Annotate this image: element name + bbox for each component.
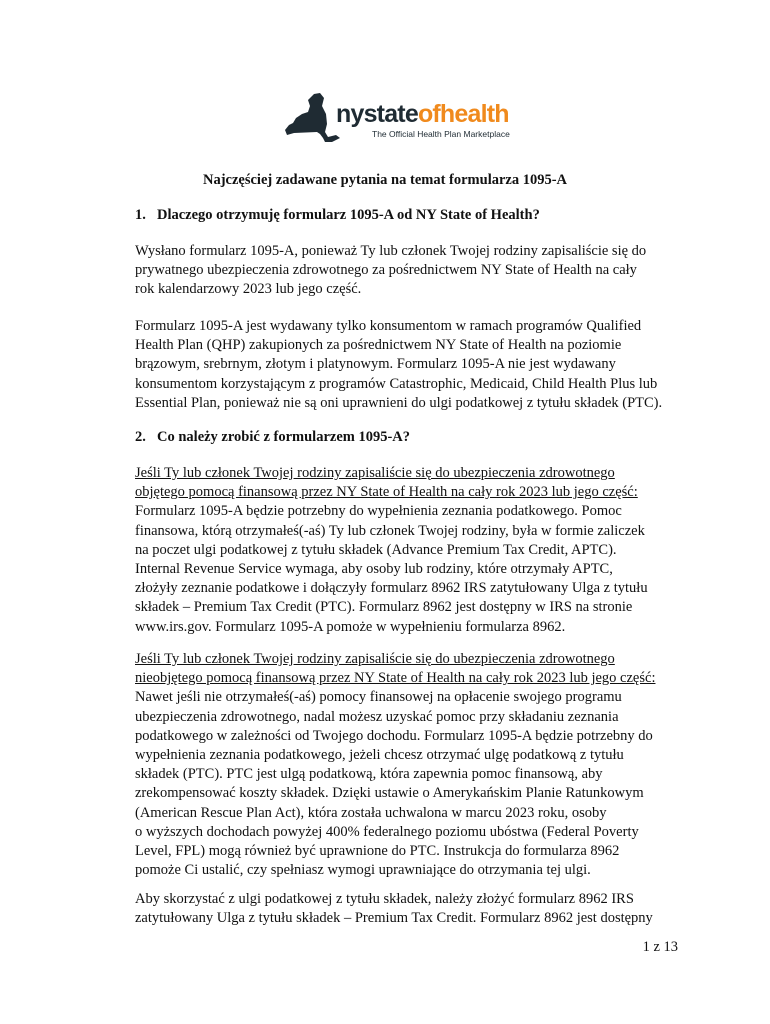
paragraph-1 <box>135 242 695 300</box>
underlined-line: Jeśli Ty lub członek Twojej rodziny zapisaliście się do ubezpieczenia zdrowotnego <box>135 651 615 667</box>
paragraph-2 <box>135 317 695 413</box>
paragraph-4 <box>135 650 695 880</box>
text-line: o wyższych dochodach powyżej 400% federalnego poziomu ubóstwa (Federal Poverty <box>135 823 639 840</box>
question-text: Dlaczego otrzymuję formularz 1095-A od NY State of Health? <box>157 207 540 223</box>
text-line: składek – Premium Tax Credit (PTC). Formularz 8962 jest dostępny w IRS na stronie <box>135 599 633 616</box>
text-line: konsumentom korzystającym z programów Catastrophic, Medicaid, Child Health Plus lub <box>135 375 658 392</box>
page-number: 1 z 13 <box>642 939 678 955</box>
underlined-line: objętego pomocą finansową przez NY State of Health na cały rok 2023 lub jego część: <box>135 484 638 501</box>
paragraph-5 <box>135 890 695 928</box>
underlined-line: nieobjętego pomocą finansową przez NY State of Health na cały rok 2023 lub jego część: <box>135 670 656 687</box>
text-line: rok kalendarzowy 2023 lub jego część. <box>135 281 362 298</box>
text-line: prywatnego ubezpieczenia zdrowotnego za pośrednictwem NY State of Health na cały <box>135 262 637 279</box>
text-line: finansowa, którą otrzymałeś(-aś) Ty lub członek Twojej rodziny, była w formie zaliczek <box>135 522 645 539</box>
text-line: na poczet ulgi podatkowej z tytułu składek (Advance Premium Tax Credit, APTC). <box>135 541 617 558</box>
text-line: wypełnienia zeznania podatkowego, jeżeli chcesz otrzymać ulgę podatkową z tytułu <box>135 747 624 764</box>
text-line: Formularz 1095-A jest wydawany tylko konsumentom w ramach programów Qualified <box>135 318 642 334</box>
document-title: Najczęściej zadawane pytania na temat formularza 1095-A <box>202 172 568 188</box>
text-line: (American Rescue Plan Act), która została uchwalona w marcu 2023 roku, osoby <box>135 804 607 821</box>
logo-wordmark-orange: ofhealth <box>417 100 509 128</box>
text-line: Aby skorzystać z ulgi podatkowej z tytułu składek, należy złożyć formularz 8962 IRS <box>135 891 634 907</box>
logo-wordmark-dark: nystate <box>336 100 418 128</box>
new-york-state-map-icon <box>284 92 342 146</box>
text-line: składek (PTC). PTC jest ulgą podatkową, która zapewnia pomoc finansową, aby <box>135 766 603 783</box>
text-line: Wysłano formularz 1095-A, ponieważ Ty lub członek Twojej rodziny zapisaliście się do <box>135 243 647 259</box>
question-1-heading <box>135 206 540 224</box>
underlined-line: Jeśli Ty lub członek Twojej rodziny zapisaliście się do ubezpieczenia zdrowotnego <box>135 465 615 481</box>
text-line: brązowym, srebrnym, złotym i platynowym. Formularz 1095-A nie jest wydawany <box>135 356 616 373</box>
text-line: Health Plan (QHP) zakupionych za pośrednictwem NY State of Health na poziomie <box>135 337 622 354</box>
text-line: podatkowego w zależności od Twojego dochodu. Formularz 1095-A będzie potrzebny do <box>135 727 653 744</box>
question-text: Co należy zrobić z formularzem 1095-A? <box>157 429 411 445</box>
paragraph-3 <box>135 464 695 637</box>
text-line: pomoże Ci ustalić, czy spełniasz wymogi uprawniające do otrzymania tej ulgi. <box>135 862 591 879</box>
text-line: Formularz 1095-A będzie potrzebny do wypełnienia zeznania podatkowego. Pomoc <box>135 503 622 520</box>
text-line: zrekompensować koszty składek. Dzięki ustawie o Amerykańskim Planie Ratunkowym <box>135 785 644 802</box>
question-number: 2. <box>135 429 146 445</box>
text-line: ubezpieczenia zdrowotnego, nadal możesz uzyskać pomoc przy składaniu zeznania <box>135 708 619 725</box>
text-line: złożyły zeznanie podatkowe i dołączyły formularz 8962 IRS zatytułowany Ulga z tytułu <box>135 580 648 597</box>
text-line: Level, FPL) mogą również być uprawnione do PTC. Instrukcja do formularza 8962 <box>135 843 620 860</box>
text-line: www.irs.gov. Formularz 1095-A pomoże w wypełnieniu formularza 8962. <box>135 618 566 635</box>
logo-wordmark <box>336 100 509 128</box>
question-2-heading <box>135 428 410 446</box>
logo-tagline: The Official Health Plan Marketplace <box>372 129 510 139</box>
question-number: 1. <box>135 207 146 223</box>
nystateofhealth-logo <box>284 92 534 152</box>
text-line: Internal Revenue Service wymaga, aby osoby lub rodziny, które otrzymały APTC, <box>135 561 613 578</box>
text-line: Essential Plan, ponieważ nie są oni uprawnieni do ulgi podatkowej z tytułu składek (PTC). <box>135 394 663 411</box>
text-line: zatytułowany Ulga z tytułu składek – Premium Tax Credit. Formularz 8962 jest dostępny <box>135 910 653 927</box>
text-line: Nawet jeśli nie otrzymałeś(-aś) pomocy finansowej na opłacenie swojego programu <box>135 689 622 706</box>
